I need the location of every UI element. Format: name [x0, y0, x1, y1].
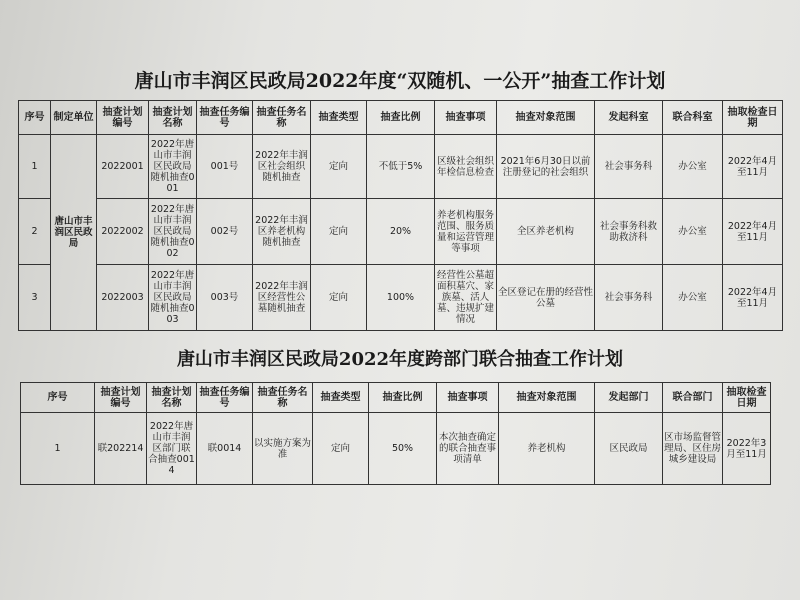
joint-cell: 办公室	[663, 199, 723, 265]
header-cell: 抽查计划名称	[149, 101, 197, 135]
items-cell: 经营性公墓超面积墓穴、家族墓、活人墓、违规扩建情况	[435, 265, 497, 331]
header-cell: 抽取检查日期	[723, 383, 771, 413]
items-cell: 养老机构服务范围、服务质量和运营管理等事项	[435, 199, 497, 265]
header-cell: 序号	[21, 383, 95, 413]
ratio-cell: 100%	[367, 265, 435, 331]
unit-cell: 唐山市丰润区民政局	[51, 135, 97, 331]
plan-no-cell: 2022002	[97, 199, 149, 265]
task-name-cell: 2022年丰润区社会组织随机抽查	[253, 135, 311, 199]
plan2-table	[20, 382, 771, 485]
joint-cell: 办公室	[663, 265, 723, 331]
header-cell: 联合部门	[663, 383, 723, 413]
header-cell: 抽查类型	[311, 101, 367, 135]
plan1-title: 唐山市丰润区民政局2022年度“双随机、一公开”抽查工作计划	[134, 70, 666, 92]
header-cell: 抽查事项	[437, 383, 499, 413]
date-cell: 2022年4月至11月	[723, 265, 783, 331]
scope-cell: 养老机构	[499, 413, 595, 485]
header-cell: 抽取检查日期	[723, 101, 783, 135]
scope-cell: 全区登记在册的经营性公墓	[497, 265, 595, 331]
seq-cell: 1	[21, 413, 95, 485]
dept-cell: 区民政局	[595, 413, 663, 485]
date-cell: 2022年3月至11月	[723, 413, 771, 485]
header-cell: 抽查任务编号	[197, 383, 253, 413]
seq-cell: 2	[19, 199, 51, 265]
task-no-cell: 001号	[197, 135, 253, 199]
table-row	[19, 199, 783, 265]
plan2-title: 唐山市丰润区民政局2022年度跨部门联合抽查工作计划	[176, 349, 624, 370]
task-no-cell: 联0014	[197, 413, 253, 485]
plan-no-cell: 2022003	[97, 265, 149, 331]
header-cell: 抽查计划编号	[97, 101, 149, 135]
table-row	[19, 265, 783, 331]
dept-cell: 社会事务科	[595, 265, 663, 331]
scope-cell: 2021年6月30日以前注册登记的社会组织	[497, 135, 595, 199]
ratio-cell: 50%	[369, 413, 437, 485]
header-cell: 抽查事项	[435, 101, 497, 135]
header-cell: 联合科室	[663, 101, 723, 135]
task-no-cell: 002号	[197, 199, 253, 265]
plan-name-cell: 2022年唐山市丰润区民政局随机抽查002	[149, 199, 197, 265]
joint-cell: 区市场监督管理局、区住房城乡建设局	[663, 413, 723, 485]
header-cell: 发起科室	[595, 101, 663, 135]
seq-cell: 3	[19, 265, 51, 331]
header-cell: 抽查任务名称	[253, 383, 313, 413]
plan-name-cell: 2022年唐山市丰润区部门联合抽查0014	[147, 413, 197, 485]
date-cell: 2022年4月至11月	[723, 135, 783, 199]
type-cell: 定向	[311, 135, 367, 199]
type-cell: 定向	[313, 413, 369, 485]
plan1-table	[18, 100, 783, 331]
header-cell: 抽查任务名称	[253, 101, 311, 135]
ratio-cell: 20%	[367, 199, 435, 265]
header-cell: 抽查比例	[367, 101, 435, 135]
header-cell: 抽查任务编号	[197, 101, 253, 135]
header-cell: 制定单位	[51, 101, 97, 135]
header-cell: 抽查对象范围	[499, 383, 595, 413]
table-row	[19, 135, 783, 199]
header-cell: 抽查计划编号	[95, 383, 147, 413]
task-name-cell: 2022年丰润区经营性公墓随机抽查	[253, 265, 311, 331]
plan-no-cell: 联202214	[95, 413, 147, 485]
type-cell: 定向	[311, 199, 367, 265]
table-row	[21, 413, 771, 485]
header-cell: 发起部门	[595, 383, 663, 413]
seq-cell: 1	[19, 135, 51, 199]
items-cell: 区级社会组织年检信息检查	[435, 135, 497, 199]
plan1-header-row	[19, 101, 783, 135]
header-cell: 抽查比例	[369, 383, 437, 413]
header-cell: 序号	[19, 101, 51, 135]
scope-cell: 全区养老机构	[497, 199, 595, 265]
plan-name-cell: 2022年唐山市丰润区民政局随机抽查003	[149, 265, 197, 331]
type-cell: 定向	[311, 265, 367, 331]
header-cell: 抽查对象范围	[497, 101, 595, 135]
dept-cell: 社会事务科	[595, 135, 663, 199]
date-cell: 2022年4月至11月	[723, 199, 783, 265]
plan2-header-row	[21, 383, 771, 413]
task-name-cell: 2022年丰润区养老机构随机抽查	[253, 199, 311, 265]
plan-no-cell: 2022001	[97, 135, 149, 199]
joint-cell: 办公室	[663, 135, 723, 199]
task-no-cell: 003号	[197, 265, 253, 331]
header-cell: 抽查计划名称	[147, 383, 197, 413]
header-cell: 抽查类型	[313, 383, 369, 413]
dept-cell: 社会事务科救助救济科	[595, 199, 663, 265]
plan-name-cell: 2022年唐山市丰润区民政局随机抽查001	[149, 135, 197, 199]
task-name-cell: 以实施方案为准	[253, 413, 313, 485]
ratio-cell: 不低于5%	[367, 135, 435, 199]
items-cell: 本次抽查确定的联合抽查事项清单	[437, 413, 499, 485]
